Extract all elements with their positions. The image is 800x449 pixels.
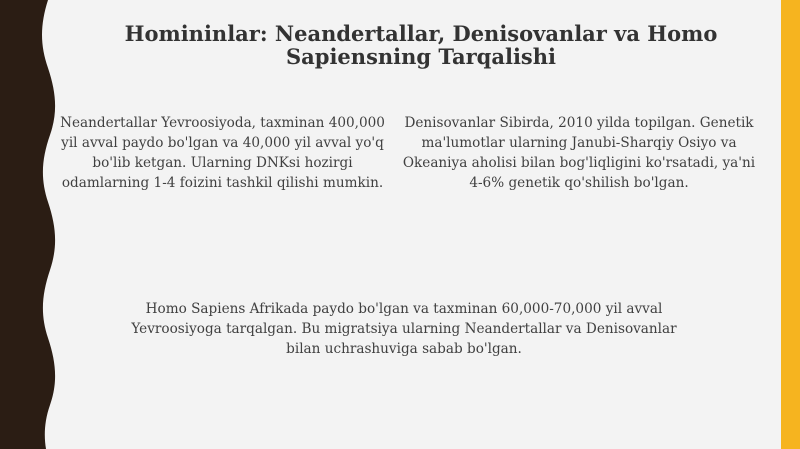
denisovans-paragraph: Denisovanlar Sibirda, 2010 yilda topilgan. Genetik ma'lumotlar ularning Janubi-Sharqiy Osiyo va Okeaniya aholisi bilan bog'liqligini ko'rsatadi, ya'ni 4-6% genetik qo'shilish bo'lgan. bbox=[402, 115, 756, 191]
neanderthals-paragraph: Neandertallar Yevroosiyoda, taxminan 400,000 yil avval paydo bo'lgan va 40,000 yil avval yo'q bo'lib ketgan. Ularning DNKsi hozirgi odamlarning 1-4 foizini tashkil qilishi mumkin. bbox=[60, 115, 385, 191]
homo-sapiens-paragraph: Homo Sapiens Afrikada paydo bo'lgan va taxminan 60,000-70,000 yil avval Yevroosiyoga tarqalgan. Bu migratsiya ularning Neandertallar va Denisovanlar bilan uchrashuviga sabab bo'lgan. bbox=[131, 301, 677, 357]
slide-title: Homininlar: Neandertallar, Denisovanlar va Homo Sapiensning Tarqalishi bbox=[124, 21, 718, 69]
right-accent-bar bbox=[781, 0, 800, 449]
